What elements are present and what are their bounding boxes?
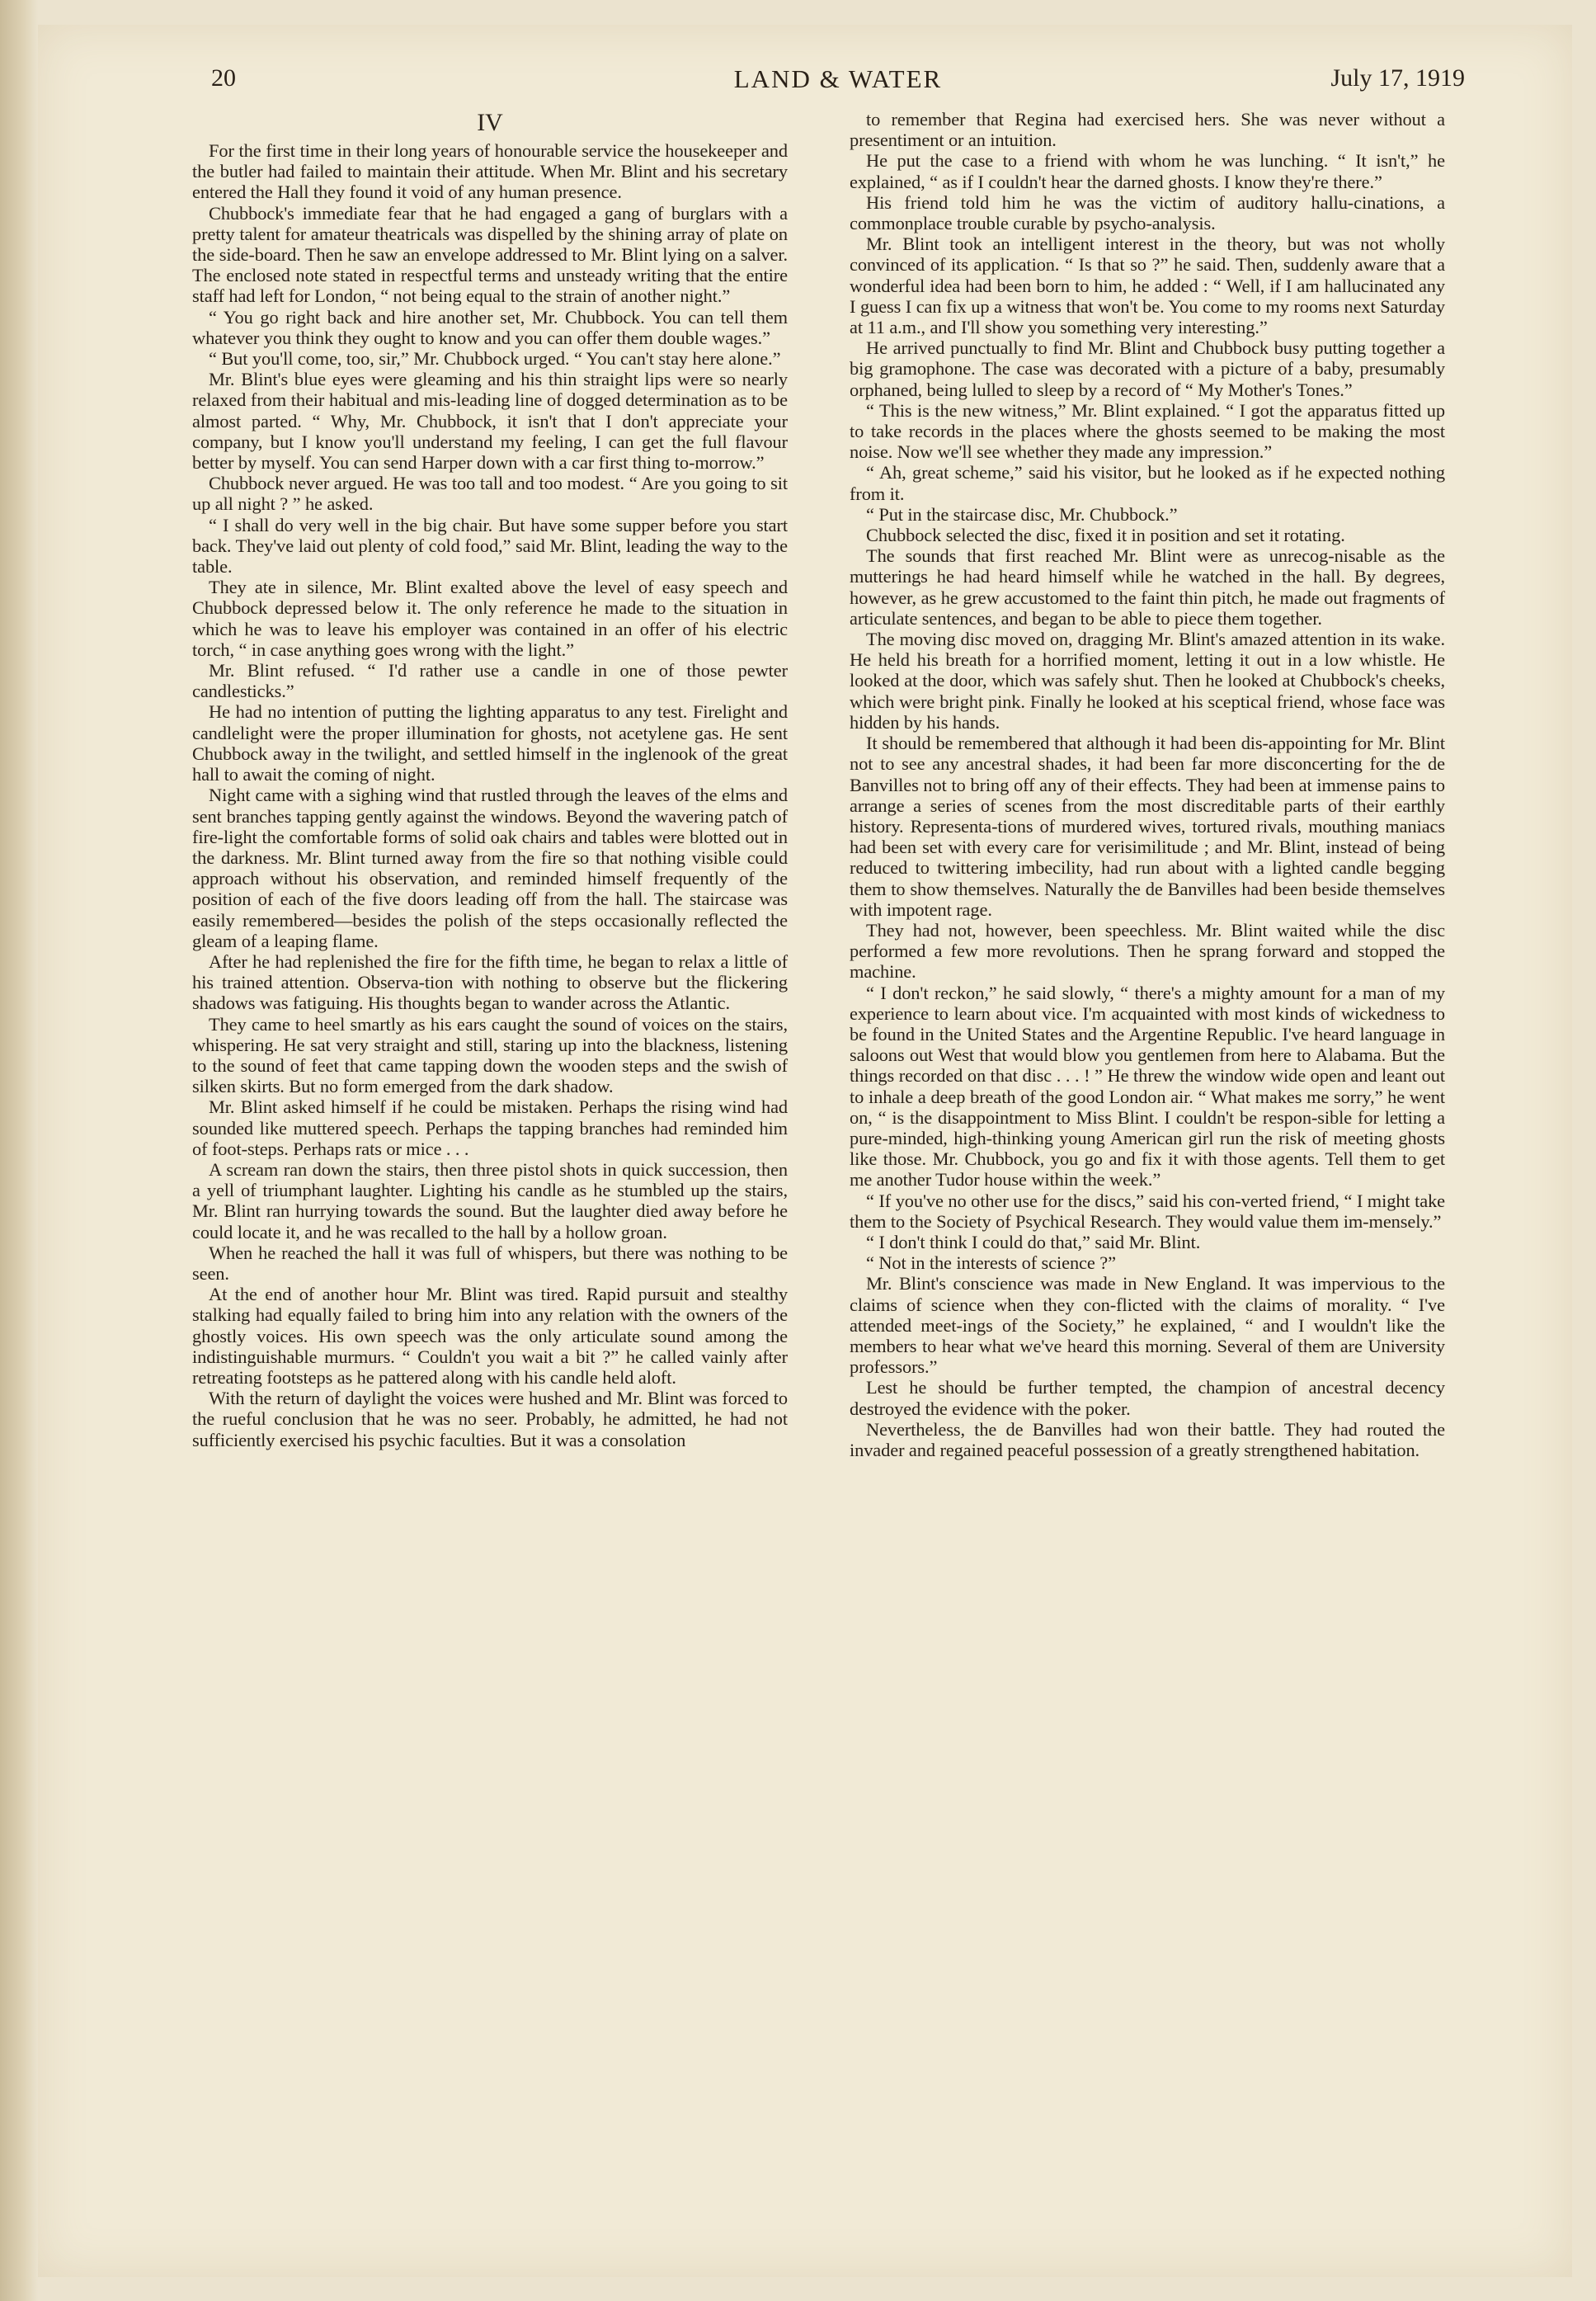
- paragraph: to remember that Regina had exercised hers. She was never without a presentiment or an intuition.: [850, 109, 1445, 151]
- paragraph: They ate in silence, Mr. Blint exalted above the level of easy speech and Chubbock depressed below it. The only reference he made to the situation in which he was to leave his employer was contained in an offer of his electric torch, “ in case anything goes wrong with the light.”: [192, 577, 788, 660]
- paragraph: A scream ran down the stairs, then three pistol shots in quick succession, then a yell of triumphant laughter. Lighting his candle as he stumbled up the stairs, Mr. Blint ran hurrying towards the sound. But the laughter died away before he could locate it, and he was recalled to the hall by a hollow groan.: [192, 1158, 788, 1242]
- paragraph: Chubbock's immediate fear that he had engaged a gang of burglars with a pretty talent for amateur theatricals was dispelled by the shining array of plate on the side-board. Then he saw an envelope addressed to Mr. Blint lying on a salver. The enclosed note stated in respectful terms and unsteady writing that the entire staff had left for London, “ not being equal to the strain of another night.”: [192, 202, 788, 307]
- paragraph: Mr. Blint's conscience was made in New England. It was impervious to the claims of science when they con-flicted with the claims of morality. “ I've attended meet-ings of the Society,” he explained, “ and I wouldn't like the members to hear what we've heard this morning. Several of them are University professors.”: [850, 1273, 1445, 1378]
- paragraph: Mr. Blint refused. “ I'd rather use a candle in one of those pewter candlesticks.”: [192, 660, 788, 702]
- paragraph: When he reached the hall it was full of whispers, but there was nothing to be seen.: [192, 1242, 788, 1284]
- paragraph: Nevertheless, the de Banvilles had won their battle. They had routed the invader and regained peaceful possession of a greatly strengthened habitation.: [850, 1418, 1445, 1460]
- issue-date: July 17, 1919: [1330, 64, 1465, 92]
- paragraph: It should be remembered that although it had been dis-appointing for Mr. Blint not to see any ancestral shades, it had been far more disconcerting for the de Banvilles not to bring off any of their effects. They had been at immense pains to arrange a series of scenes from the most discreditable parts of their earthly history. Representa-tions of murdered wives, tortured rivals, mouthing maniacs had been set with every care for verisimilitude ; and Mr. Blint, instead of being reduced to twittering imbecility, had run about with a lighted candle begging them to show themselves. Naturally the de Banvilles had been beside themselves with impotent rage.: [850, 733, 1445, 920]
- chapter-heading: IV: [477, 109, 503, 136]
- paragraph: At the end of another hour Mr. Blint was tired. Rapid pursuit and stealthy stalking had equally failed to bring him into any relation with the owners of the ghostly voices. His own speech was the only articulate sound among the indistinguishable murmurs. “ Couldn't you wait a bit ?” he called vainly after retreating footsteps as he pattered along with his candle held aloft.: [192, 1284, 788, 1388]
- paragraph: They had not, however, been speechless. Mr. Blint waited while the disc performed a few more revolutions. Then he sprang forward and stopped the machine.: [850, 919, 1445, 983]
- paragraph: He arrived punctually to find Mr. Blint and Chubbock busy putting together a big gramophone. The case was decorated with a picture of a baby, presumably orphaned, being lulled to sleep by a record of “ My Mother's Tones.”: [850, 337, 1445, 400]
- paragraph: They came to heel smartly as his ears caught the sound of voices on the stairs, whispering. He sat very straight and still, staring up into the blackness, listening to the sound of feet that came tapping down the wooden steps and the swish of silken skirts. But no form emerged from the dark shadow.: [192, 1013, 788, 1097]
- paragraph: “ Not in the interests of science ?”: [866, 1252, 1116, 1274]
- paragraph: “ Put in the staircase disc, Mr. Chubbock.”: [866, 503, 1178, 525]
- paragraph: Night came with a sighing wind that rustled through the leaves of the elms and sent branches tapping gently against the windows. Beyond the wavering patch of fire-light the comfortable forms of solid oak chairs and tables were blotted out in the darkness. Mr. Blint turned away from the fire so that nothing visible could approach without his observation, and reminded himself frequently of the position of each of the five doors leading off from the hall. The staircase was easily remembered—besides the polish of the steps occasionally reflected the gleam of a leaping flame.: [192, 785, 788, 951]
- paragraph: With the return of daylight the voices were hushed and Mr. Blint was forced to the rueful conclusion that he was no seer. Probably, he admitted, he had not sufficiently exercised his psychic faculties. But it was a consolation: [192, 1388, 788, 1450]
- paragraph: Chubbock never argued. He was too tall and too modest. “ Are you going to sit up all night ? ” he asked.: [192, 473, 788, 515]
- paragraph: “ If you've no other use for the discs,” said his con-verted friend, “ I might take them to the Society of Psychical Research. They would value them im-mensely.”: [850, 1190, 1445, 1232]
- page-binding-shadow: [0, 0, 38, 2301]
- paragraph: Chubbock selected the disc, fixed it in position and set it rotating.: [866, 525, 1345, 546]
- left-column: [192, 109, 788, 1450]
- paragraph: Mr. Blint took an intelligent interest in the theory, but was not wholly convinced of its application. “ Is that so ?” he said. Then, suddenly aware that a wonderful idea had been born to him, he added : “ Well, if I am hallucinated any I guess I can fix up a witness that won't be. You come to my rooms next Saturday at 11 a.m., and I'll show you something very interesting.”: [850, 233, 1445, 338]
- paragraph: Lest he should be further tempted, the champion of ancestral decency destroyed the evidence with the poker.: [850, 1377, 1445, 1419]
- paragraph: The moving disc moved on, dragging Mr. Blint's amazed attention in its wake. He held his breath for a horrified moment, letting it out in a low whistle. He looked at the door, which was safely shut. Then he looked at Chubbock's cheeks, which were bright pink. Finally he looked at his sceptical friend, whose face was hidden by his hands.: [850, 629, 1445, 733]
- paragraph: After he had replenished the fire for the fifth time, he began to relax a little of his trained attention. Observa-tion with nothing to observe but the flickering shadows was fatiguing. His thoughts began to wander across the Atlantic.: [192, 950, 788, 1014]
- paragraph: He put the case to a friend with whom he was lunching. “ It isn't,” he explained, “ as if I couldn't hear the darned ghosts. I know they're there.”: [850, 150, 1445, 192]
- paragraph: For the first time in their long years of honourable service the housekeeper and the butler had failed to maintain their attitude. When Mr. Blint and his secretary entered the Hall they found it void of any human presence.: [192, 140, 788, 203]
- paragraph: He had no intention of putting the lighting apparatus to any test. Firelight and candlelight were the proper illumination for ghosts, not acetylene gas. He sent Chubbock away in the twilight, and settled himself in the inglenook of the great hall to await the coming of night.: [192, 701, 788, 785]
- paragraph: “ I don't think I could do that,” said Mr. Blint.: [866, 1231, 1201, 1252]
- publication-title: LAND & WATER: [733, 64, 943, 93]
- paragraph: The sounds that first reached Mr. Blint were as unrecog-nisable as the mutterings he had heard himself while he watched in the hall. By degrees, however, as he grew accustomed to the faint thin pitch, he made out fragments of articulate sentences, and began to be able to piece them together.: [850, 545, 1445, 629]
- paragraph: His friend told him he was the victim of auditory hallu-cinations, a commonplace trouble curable by psycho-analysis.: [850, 191, 1445, 234]
- paragraph: “ You go right back and hire another set, Mr. Chubbock. You can tell them whatever you think they ought to know and you can offer them double wages.”: [192, 306, 788, 348]
- paragraph: “ Ah, great scheme,” said his visitor, but he looked as if he expected nothing from it.: [850, 462, 1445, 504]
- paragraph: “ I shall do very well in the big chair. But have some supper before you start back. They've laid out plenty of cold food,” said Mr. Blint, leading the way to the table.: [192, 514, 788, 578]
- page-number: 20: [211, 64, 236, 92]
- paragraph: “ But you'll come, too, sir,” Mr. Chubbock urged. “ You can't stay here alone.”: [209, 348, 781, 370]
- right-column: [850, 109, 1445, 1460]
- paragraph: Mr. Blint asked himself if he could be mistaken. Perhaps the rising wind had sounded like muttered speech. Perhaps the tapping branches had reminded him of foot-steps. Perhaps rats or mice . . .: [192, 1096, 788, 1159]
- paragraph: Mr. Blint's blue eyes were gleaming and his thin straight lips were so nearly relaxed from their habitual and mis-leading line of dogged determination as to be almost parted. “ Why, Mr. Chubbock, it isn't that I don't appreciate your company, but I know you'll understand my feeling, I can get the full flavour better by myself. You can send Harper down with a car first thing to-morrow.”: [192, 369, 788, 474]
- paragraph: “ This is the new witness,” Mr. Blint explained. “ I got the apparatus fitted up to take records in the places where the ghosts seemed to be making the most noise. Now we'll see whether they made any impression.”: [850, 399, 1445, 463]
- paragraph: “ I don't reckon,” he said slowly, “ there's a mighty amount for a man of my experience to learn about vice. I'm acquainted with most kinds of wickedness to be found in the United States and the Argentine Republic. I've heard language in saloons out West that would blow you gentlemen from here to Alabama. But the things recorded on that disc . . . ! ” He threw the window wide open and leant out to inhale a deep breath of the good London air. “ What makes me sorry,” he went on, “ is the disappointment to Miss Blint. I couldn't be respon-sible for letting a pure-minded, high-thinking young American girl run the risk of meeting ghosts like those. Mr. Chubbock, you go and fix it with those agents. Tell them to get me another Tudor house within the week.”: [850, 982, 1445, 1191]
- page-header: [211, 64, 1465, 106]
